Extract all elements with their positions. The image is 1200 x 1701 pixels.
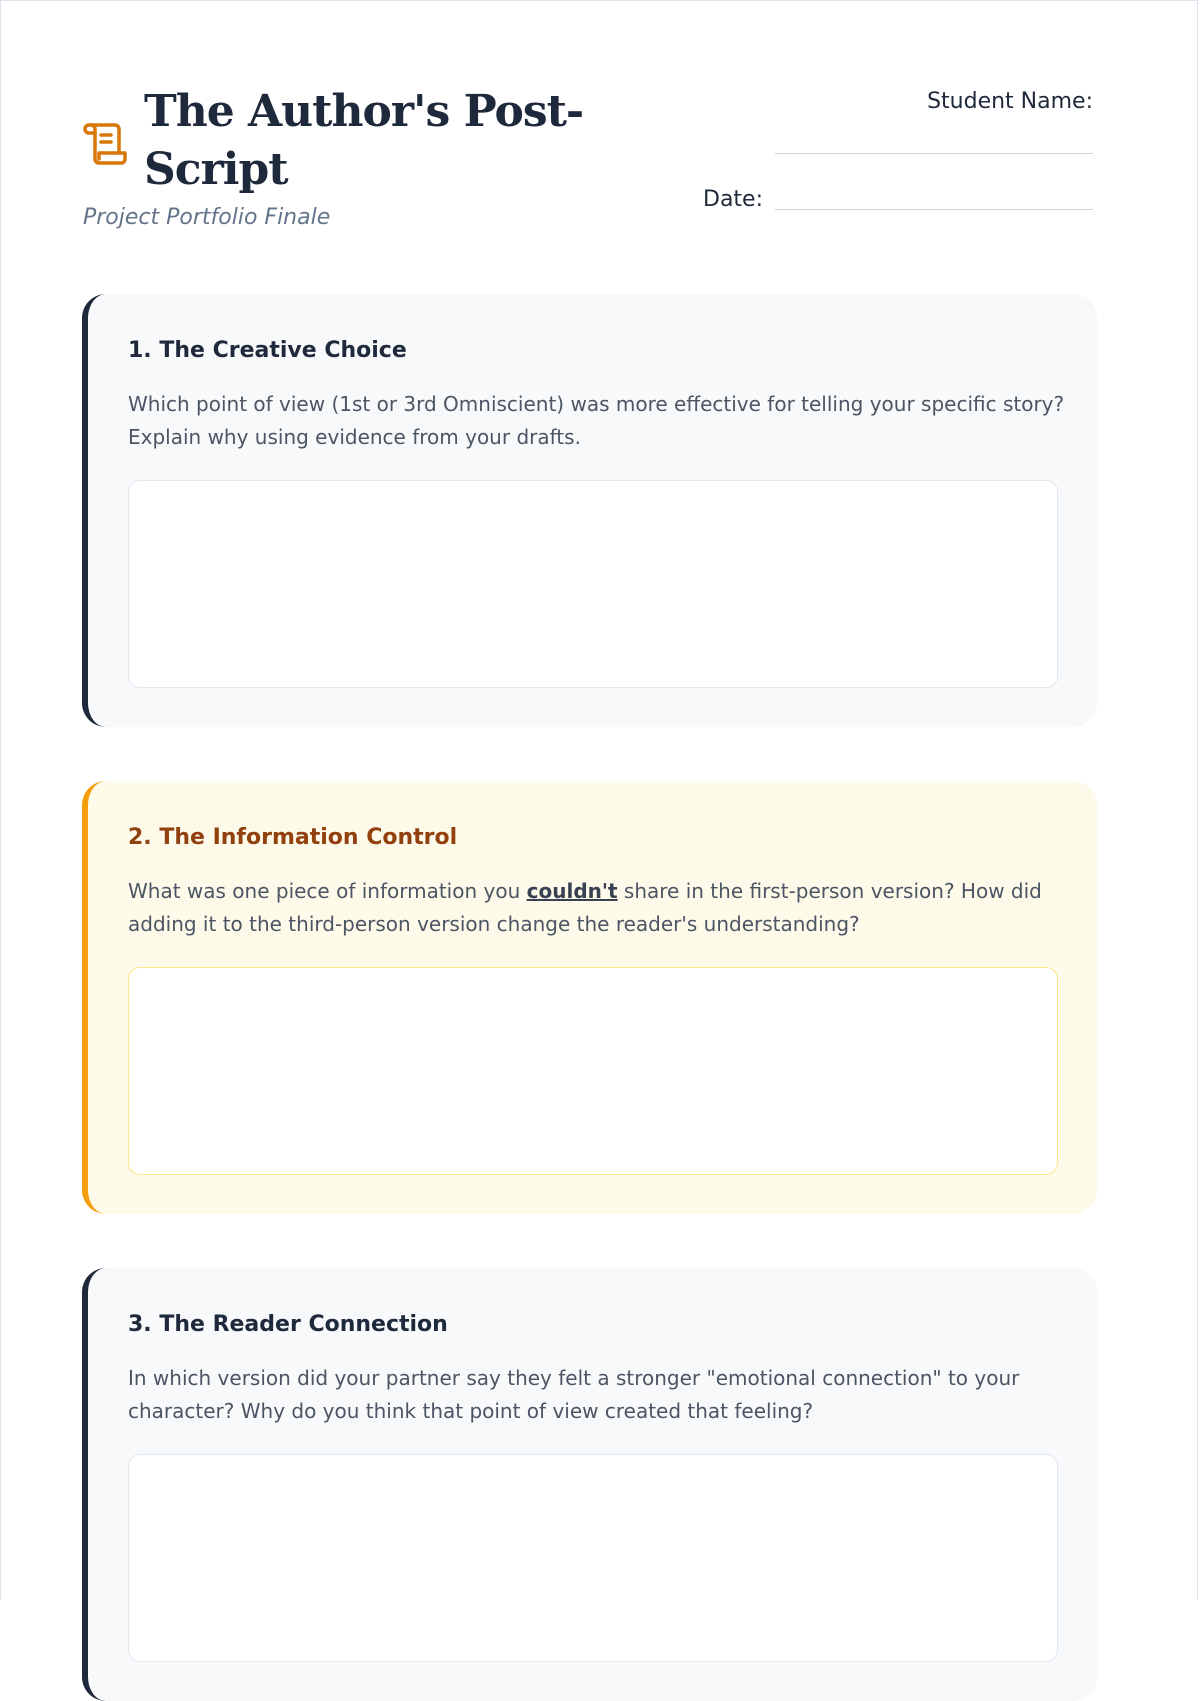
student-name-label: Student Name:: [927, 89, 1093, 114]
answer-box[interactable]: [128, 480, 1058, 688]
question-text: In which version did your partner say they felt a stronger "emotional connection" to your character? Why do you think that point of view created that feeling?: [128, 1366, 1020, 1423]
question-text-before: What was one piece of information you: [128, 879, 527, 903]
question-title: 2. The Information Control: [128, 825, 458, 850]
question-text: Which point of view (1st or 3rd Omniscient) was more effective for telling your specific story? Explain why using evidence from your drafts.: [128, 392, 1065, 449]
scroll-icon: [83, 121, 129, 167]
question-text: [128, 875, 1068, 941]
question-card-3: [82, 1268, 1097, 1701]
question-emphasis: couldn't: [526, 879, 618, 903]
date-label: Date:: [703, 187, 763, 212]
date-field[interactable]: [775, 209, 1093, 210]
header: [83, 83, 1093, 243]
page-title: The Author's Post-Script: [144, 86, 584, 195]
answer-box[interactable]: [128, 967, 1058, 1175]
question-card-1: [82, 294, 1097, 727]
question-text-after: share in the first-person version? How did adding it to the third-person version change the reader's understanding?: [128, 879, 1042, 936]
question-title: 1. The Creative Choice: [128, 338, 407, 363]
question-card-2: [82, 781, 1097, 1214]
question-title: 3. The Reader Connection: [128, 1312, 448, 1337]
student-name-field[interactable]: [775, 153, 1093, 154]
page-subtitle: Project Portfolio Finale: [83, 205, 331, 230]
answer-box[interactable]: [128, 1454, 1058, 1662]
